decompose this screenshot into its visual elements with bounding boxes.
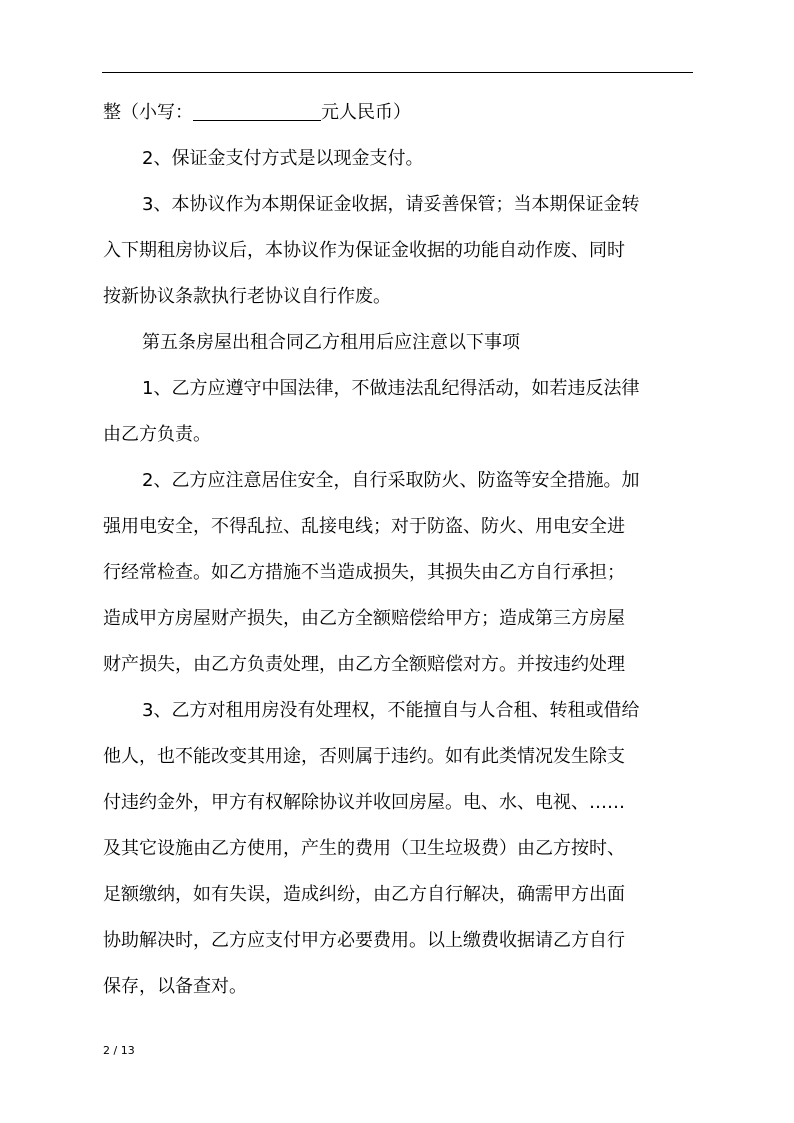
document-body <box>103 102 693 1022</box>
safety-clause-line-2: 强用电安全，不得乱拉、乱接电线；对于防盗、防火、用电安全进 <box>103 516 625 537</box>
receipt-clause-line-2: 入下期租房协议后，本协议作为保证金收据的功能自动作废、同时 <box>103 240 625 261</box>
payment-method-line: 2、保证金支付方式是以现金支付。 <box>142 148 424 169</box>
usage-clause-line-2: 他人，也不能改变其用途，否则属于违约。如有此类情况发生除支 <box>103 746 625 767</box>
safety-clause-line-1: 2、乙方应注意居住安全，自行采取防火、防盗等安全措施。加 <box>142 470 640 491</box>
receipt-clause-line-3: 按新协议条款执行老协议自行作废。 <box>103 286 391 307</box>
usage-clause-line-3: 付违约金外，甲方有权解除协议并收回房屋。电、水、电视、…… <box>103 792 625 813</box>
safety-clause-line-5: 财产损失，由乙方负责处理，由乙方全额赔偿对方。并按违约处理 <box>103 654 625 675</box>
law-clause-line-2: 由乙方负责。 <box>103 424 211 445</box>
law-clause-line-1: 1、乙方应遵守中国法律，不做违法乱纪得活动，如若违反法律 <box>142 378 640 399</box>
page-number: 2 / 13 <box>103 1044 135 1057</box>
header-rule <box>102 72 693 73</box>
usage-clause-line-7: 保存，以备查对。 <box>103 976 247 997</box>
receipt-clause-line-1: 3、本协议作为本期保证金收据，请妥善保管；当本期保证金转 <box>142 194 640 215</box>
usage-clause-line-6: 协助解决时，乙方应支付甲方必要费用。以上缴费收据请乙方自行 <box>103 930 625 951</box>
deposit-amount-suffix: 元人民币） <box>321 102 411 123</box>
usage-clause-line-4: 及其它设施由乙方使用，产生的费用（卫生垃圾费）由乙方按时、 <box>103 838 625 859</box>
deposit-amount-prefix: 整（小写： <box>103 102 193 123</box>
article-five-heading: 第五条房屋出租合同乙方租用后应注意以下事项 <box>142 332 520 353</box>
safety-clause-line-3: 行经常检查。如乙方措施不当造成损失，其损失由乙方自行承担； <box>103 562 625 583</box>
safety-clause-line-4: 造成甲方房屋财产损失，由乙方全额赔偿给甲方；造成第三方房屋 <box>103 608 625 629</box>
usage-clause-line-1: 3、乙方对租用房没有处理权，不能擅自与人合租、转租或借给 <box>142 700 640 721</box>
deposit-amount-blank <box>193 102 321 121</box>
deposit-amount-line <box>103 102 693 124</box>
usage-clause-line-5: 足额缴纳，如有失误，造成纠纷，由乙方自行解决，确需甲方出面 <box>103 884 625 905</box>
